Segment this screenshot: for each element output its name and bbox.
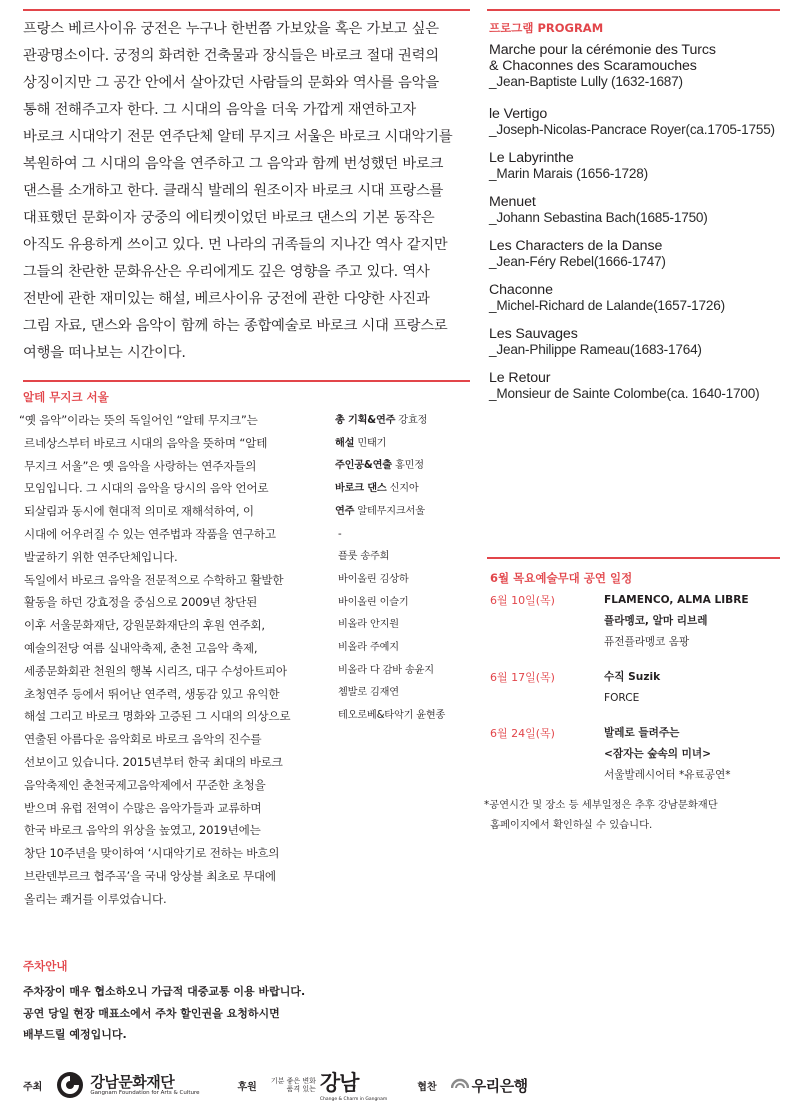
note-line: *공연시간 및 장소 등 세부일정은 추후 강남문화재단 xyxy=(484,799,718,811)
gangnam-district-logo xyxy=(271,1067,387,1103)
program-piece xyxy=(489,42,789,90)
credit-row xyxy=(335,682,475,705)
about-top-rule xyxy=(23,380,470,382)
about-line: 시대에 어우러질 수 있는 연주법과 작품을 연구하고 xyxy=(24,526,276,541)
credit-role: 해설 xyxy=(335,437,355,449)
event-date: 6월 10일(목) xyxy=(490,594,555,607)
intro-line: 전반에 관한 재미있는 해설, 베르사이유 궁전에 관한 다양한 사진과 xyxy=(23,291,430,307)
credit-role: 주인공&연출 xyxy=(335,460,392,472)
intro-line: 통해 전해주고자 한다. 그 시대의 음악을 더욱 가깝게 재연하고자 xyxy=(23,102,416,118)
event-performer: FORCE xyxy=(604,692,640,704)
piece-title: Chaconne xyxy=(489,282,553,298)
about-line: 해설 그리고 바로크 명화와 고증된 그 시대의 의상으로 xyxy=(24,709,291,724)
schedule-note xyxy=(484,795,718,835)
credit-name: 테오로베&타악기 윤현종 xyxy=(338,710,446,722)
piece-title: le Vertigo xyxy=(489,106,548,122)
piece-title: Le Labyrinthe xyxy=(489,150,574,166)
intro-line: 여행을 떠나보는 시간이다. xyxy=(23,345,186,361)
intro-line: 그들의 찬란한 문화유산은 우리에게도 깊은 영향을 주고 있다. 역사 xyxy=(23,264,430,280)
credit-role: 바로크 댄스 xyxy=(335,483,387,495)
piece-title: & Chaconnes des Scaramouches xyxy=(489,58,697,74)
event-info xyxy=(604,667,660,709)
credit-name: 비올라 주예지 xyxy=(338,642,399,654)
sponsor-subtitle: Change & Charm in Gangnam xyxy=(319,1097,388,1102)
parking-info xyxy=(23,981,305,1046)
sponsor-label: 후원 xyxy=(237,1081,257,1093)
gangnam-foundation-logo xyxy=(56,1071,199,1099)
about-line: 무지크 서울”은 옛 음악을 사랑하는 연주자들의 xyxy=(24,458,257,473)
event-info xyxy=(604,590,749,653)
about-line: 르네상스부터 바로크 시대의 음악을 뜻하며 “알테 xyxy=(24,435,268,450)
piece-title: Menuet xyxy=(489,194,536,210)
about-line: 받으며 유럽 전역이 수많은 음악가들과 교류하며 xyxy=(24,800,262,815)
credit-row xyxy=(335,614,475,637)
credit-name: 민태기 xyxy=(357,437,387,449)
credit-name: 비올라 다 감바 송윤지 xyxy=(338,664,434,676)
credit-role: 연주 xyxy=(335,505,355,517)
note-line: 홈페이지에서 확인하실 수 있습니다. xyxy=(490,819,653,831)
credit-row xyxy=(335,546,475,569)
about-line: “옛 음악”이라는 뜻의 독일어인 “알테 무지크”는 xyxy=(19,413,258,427)
piece-title: Les Sauvages xyxy=(489,326,578,342)
piece-composer: _Jean-Baptiste Lully (1632-1687) xyxy=(489,74,683,89)
about-line: 이후 서울문화재단, 강원문화재단의 후원 연주회, xyxy=(24,618,265,633)
about-line: 세종문화회관 천원의 행복 시리즈, 대구 수성아트피아 xyxy=(24,663,287,678)
credit-row xyxy=(335,501,475,524)
piece-title: Marche pour la cérémonie des Turcs xyxy=(489,42,716,58)
schedule-event xyxy=(490,667,780,709)
about-line: 모임입니다. 그 시대의 음악을 당시의 음악 언어로 xyxy=(24,481,269,496)
sponsor-slogan xyxy=(271,1077,316,1093)
about-line: 한국 바로크 음악의 위상을 높였고, 2019년에는 xyxy=(24,823,261,838)
event-date: 6월 24일(목) xyxy=(490,727,555,740)
sponsor-slogan-line: 품격 있는 xyxy=(286,1085,316,1093)
credit-name: 강효정 xyxy=(398,415,428,426)
parking-title: 주차안내 xyxy=(23,959,68,973)
host-name: 강남문화재단 xyxy=(90,1072,175,1091)
credit-name: - xyxy=(338,528,342,540)
program-piece xyxy=(489,150,789,182)
credit-name: 바이올린 이슬기 xyxy=(338,596,409,608)
program-piece xyxy=(489,106,789,138)
schedule-top-rule xyxy=(487,557,780,559)
event-date: 6월 17일(목) xyxy=(490,671,555,684)
about-line: 연출된 아름다운 음악회로 바로크 음악의 진수를 xyxy=(24,732,262,747)
credit-row xyxy=(335,455,475,478)
program-piece xyxy=(489,326,789,358)
credits-list xyxy=(335,410,475,728)
credit-row xyxy=(335,478,475,501)
intro-line: 댄스를 소개하고 한다. 클래식 발레의 원조이자 바로크 시대 프랑스를 xyxy=(23,183,444,199)
about-line: 음악축제인 춘천국제고음악제에서 꾸준한 초청을 xyxy=(24,777,266,792)
about-line: 브란덴부르크 협주곡’을 국내 앙상블 최초로 무대에 xyxy=(24,868,276,883)
credit-name: 신지아 xyxy=(389,483,419,495)
parking-line: 공연 당일 현장 매표소에서 주차 할인권을 요청하시면 xyxy=(23,1006,280,1020)
partner-label: 협찬 xyxy=(417,1081,437,1093)
about-line: 선보이고 있습니다. 2015년부터 한국 최대의 바로크 xyxy=(24,754,283,769)
program-piece xyxy=(489,238,789,270)
schedule-title: 6월 목요예술무대 공연 일정 xyxy=(490,571,633,585)
piece-composer: _Michel-Richard de Lalande(1657-1726) xyxy=(489,298,725,313)
piece-title: Les Characters de la Danse xyxy=(489,238,663,254)
intro-line: 상징이지만 그 공간 안에서 살아갔던 사람들의 문화와 역사를 음악을 xyxy=(23,75,439,91)
intro-line: 그림 자료, 댄스와 음악이 함께 하는 종합예술로 바로크 시대 프랑스로 xyxy=(23,318,448,334)
gangnam-foundation-icon xyxy=(56,1071,84,1099)
piece-composer: _Joseph-Nicolas-Pancrace Royer(ca.1705-1755) xyxy=(489,122,775,137)
event-performer: 퓨전플라멩코 옴팡 xyxy=(604,636,690,648)
intro-line: 아직도 유용하게 쓰이고 있다. 먼 나라의 귀족들의 지나간 역사 같지만 xyxy=(23,237,448,253)
credit-row xyxy=(335,592,475,615)
sponsor-slogan-line: 기분 좋은 변화 xyxy=(270,1077,316,1085)
woori-bank-logo xyxy=(451,1075,528,1096)
piece-composer: _Jean-Féry Rebel(1666-1747) xyxy=(489,254,666,269)
about-line: 초청연주 등에서 뛰어난 연주력, 생동감 있고 유익한 xyxy=(24,686,280,701)
partner-name: 우리은행 xyxy=(471,1076,528,1095)
about-line: 예술의전당 여름 실내악축제, 춘천 고음악 축제, xyxy=(24,640,258,655)
parking-line: 주차장이 매우 협소하오니 가급적 대중교통 이용 바랍니다. xyxy=(23,985,306,998)
program-piece xyxy=(489,282,789,314)
event-title: <잠자는 숲속의 미녀> xyxy=(604,748,711,760)
program-title: 프로그램 PROGRAM xyxy=(489,21,604,35)
credit-row xyxy=(335,637,475,660)
host-subtitle: Gangnam Foundation for Arts & Culture xyxy=(90,1089,200,1096)
about-paragraph xyxy=(19,409,319,911)
credit-name: 바이올린 김상하 xyxy=(338,573,409,585)
event-title: FLAMENCO, ALMA LIBRE xyxy=(604,594,749,606)
about-title: 알테 무지크 서울 xyxy=(23,390,109,404)
credit-role: 총 기획&연주 xyxy=(335,415,396,426)
event-title: 플라멩코, 알마 리브레 xyxy=(604,615,708,627)
intro-top-rule xyxy=(23,9,470,11)
parking-line: 배부드릴 예정입니다. xyxy=(23,1028,127,1041)
schedule-event xyxy=(490,723,780,786)
credit-row xyxy=(335,660,475,683)
program-list xyxy=(489,42,789,414)
sponsor-name: 강남 xyxy=(319,1071,359,1095)
piece-composer: _Marin Marais (1656-1728) xyxy=(489,166,648,181)
event-title: 수직 Suzik xyxy=(604,671,661,683)
credit-name: 비올라 안지원 xyxy=(338,619,399,631)
about-line: 창단 10주년을 맞이하여 ‘시대악기로 전하는 바흐의 xyxy=(24,846,280,861)
credit-row xyxy=(335,410,475,433)
piece-composer: _Johann Sebastina Bach(1685-1750) xyxy=(489,210,708,225)
schedule-list xyxy=(490,590,780,800)
event-title: 발레로 들려주는 xyxy=(604,727,680,739)
event-info xyxy=(604,723,731,786)
schedule-event xyxy=(490,590,780,653)
about-line: 활동을 하던 강효정을 중심으로 2009년 창단된 xyxy=(24,595,258,610)
intro-line: 대표했던 문화이자 궁중의 에티켓이었던 바로크 댄스의 기본 동작은 xyxy=(23,210,435,226)
credit-name: 홍민정 xyxy=(394,460,424,472)
woori-bank-icon xyxy=(451,1078,469,1092)
intro-line: 프랑스 베르사이유 궁전은 누구나 한번쯤 가보았을 혹은 가보고 싶은 xyxy=(23,21,439,37)
credit-row xyxy=(335,705,475,728)
credit-name: 쳄발로 김재연 xyxy=(338,687,399,699)
credit-row xyxy=(335,524,475,547)
credit-row xyxy=(335,569,475,592)
intro-line: 관광명소이다. 궁정의 화려한 건축물과 장식들은 바로크 절대 권력의 xyxy=(23,48,439,64)
program-top-rule xyxy=(487,9,780,11)
piece-title: Le Retour xyxy=(489,370,551,386)
credit-name: 알테무지크서울 xyxy=(357,505,425,517)
program-piece xyxy=(489,370,789,402)
footer-sponsors xyxy=(23,1069,528,1101)
event-performer: 서울발레시어터 *유료공연* xyxy=(604,769,731,781)
intro-line: 바로크 시대악기 전문 연주단체 알테 무지크 서울은 바로크 시대악기를 xyxy=(23,129,453,145)
host-label: 주최 xyxy=(23,1081,43,1093)
about-line: 올리는 쾌거를 이루었습니다. xyxy=(24,891,167,906)
piece-composer: _Jean-Philippe Rameau(1683-1764) xyxy=(489,342,702,357)
program-piece xyxy=(489,194,789,226)
piece-composer: _Monsieur de Sainte Colombe(ca. 1640-1700) xyxy=(489,386,760,401)
credit-row xyxy=(335,433,475,456)
about-line: 발굴하기 위한 연주단체입니다. xyxy=(24,549,178,564)
about-line: 독일에서 바로크 음악을 전문적으로 수학하고 활발한 xyxy=(24,572,284,587)
intro-line: 복원하여 그 시대의 음악을 연주하고 그 음악과 함께 번성했던 바로크 xyxy=(23,156,444,172)
about-line: 되살림과 동시에 현대적 의미로 재해석하여, 이 xyxy=(24,504,254,519)
intro-paragraph xyxy=(23,16,473,367)
credit-name: 플룻 송주희 xyxy=(338,551,390,563)
